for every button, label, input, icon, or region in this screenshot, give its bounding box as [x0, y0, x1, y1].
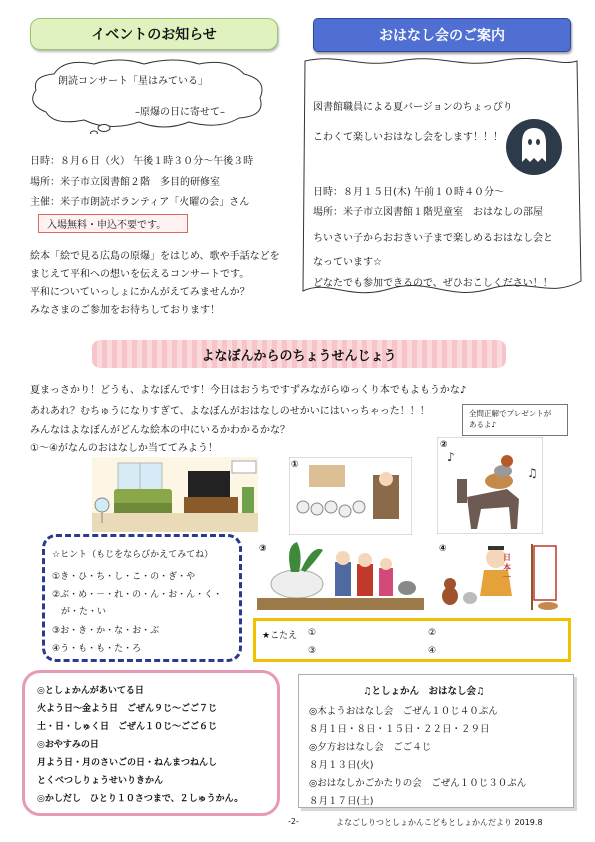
library-ohanashi-line-2: ８月１日・８日・１５日・２２日・２９日: [309, 724, 490, 735]
pic-number-4: ④: [439, 544, 447, 554]
challenge-header-title: よなぼんからのちょうせんじょう: [201, 348, 397, 364]
answer-num-1: ①: [308, 628, 317, 638]
library-ohanashi-line-6: ８月１７日(土): [309, 796, 374, 807]
challenge-intro-1: 夏まっさかり！どうも、よなぼんです！今日はおうちですずみながらゆっくり本でもよもうかな♪: [30, 385, 467, 396]
hint-3: ③お・き・か・な・お・ぶ: [52, 626, 160, 636]
admission-text: 入場無料・申込不要です。: [47, 220, 167, 231]
ohanashi-header-title: おはなし会のご案内: [379, 28, 505, 44]
library-hours-line-3: 土・日・しゅく日 ごぜん１０じ～ごご６じ: [37, 722, 218, 732]
concert-title: 朗読コンサート「星はみている」: [58, 76, 208, 87]
living-room-illustration: [92, 457, 258, 532]
library-hours-line-1: ◎としょかんがあいてる日: [37, 686, 144, 696]
ohanashi-line-6: なっています☆: [313, 257, 382, 268]
present-line-2: あるよ♪: [469, 420, 497, 429]
library-hours-line-4: ◎おやすみの日: [37, 740, 99, 750]
library-ohanashi-box: [298, 674, 574, 808]
hint-2: ②ぶ・め・－・れ・の・ん・お・ん・く・: [52, 590, 223, 600]
library-ohanashi-line-3: ◎夕方おはなし会 ごご４じ: [309, 742, 432, 753]
present-line-1: 全問正解でプレゼントが: [469, 409, 552, 418]
library-hours-line-6: とくべつしりょうせいりきかん: [37, 776, 164, 786]
story-picture-1: [289, 457, 412, 535]
hint-box: [42, 534, 242, 662]
pic-number-2: ②: [440, 440, 448, 450]
challenge-intro-3: みんなはよなぼんがどんな絵本の中にいるかわかるかな？: [30, 425, 290, 436]
concert-subtitle: –原爆の日に寄せて–: [135, 107, 225, 118]
pic-number-3: ③: [259, 544, 267, 554]
challenge-intro-2: あれあれ？むちゅうになりすぎて、よなぼんがおはなしのせかいにはいっちゃった！！！: [30, 406, 430, 417]
ohanashi-line-5: ちいさい子からおおきい子まで楽しめるおはなし会と: [313, 233, 553, 244]
thought-cloud: [24, 56, 270, 134]
answer-num-2: ②: [428, 628, 437, 638]
story-picture-3: [257, 540, 424, 610]
event-date: 日時：８月６日（火） 午後１時３０分～午後３時: [30, 156, 254, 167]
hint-1: ①き・ひ・ち・し・こ・の・ぎ・や: [52, 572, 196, 582]
challenge-intro-4: ①～④がなんのおはなしか当ててみよう！: [30, 443, 218, 454]
ohanashi-place: 場所：米子市立図書館１階児童室 おはなしの部屋: [313, 207, 543, 218]
present-note: [462, 404, 568, 436]
answer-num-4: ④: [428, 646, 437, 656]
story-picture-4: [436, 540, 567, 612]
library-ohanashi-line-4: ８月１３日(火): [309, 760, 374, 771]
challenge-header: [92, 340, 506, 368]
library-hours-line-5: 月よう日・月のさいごの日・ねんまつねんし: [37, 758, 218, 768]
event-desc-4: みなさまのご参加をお待ちしております！: [30, 305, 220, 316]
library-hours-line-7: ◎かしだし ひとり１０さつまで、２しゅうかん。: [37, 794, 244, 804]
event-desc-2: まじえて平和への想いを伝えるコンサートです。: [30, 269, 250, 280]
library-hours-box: [22, 670, 280, 816]
hint-2-cont: が・た・い: [52, 607, 107, 617]
answer-label: ★こたえ: [262, 631, 298, 641]
newsletter-source: よなごしりつとしょかんこどもとしょかんだより 2019.8: [336, 818, 543, 827]
ohanashi-line-1: 図書館職員による夏バージョンのちょっぴり: [313, 102, 513, 113]
event-header: [30, 18, 278, 50]
library-hours-line-2: 火よう日～金よう日 ごぜん９じ～ごご７じ: [37, 704, 218, 714]
hint-title: ☆ヒント（もじをならびかえてみてね）: [52, 550, 214, 560]
event-place: 場所：米子市立図書館２階 多目的研修室: [30, 177, 220, 188]
library-ohanashi-title: ♫としょかん おはなし会♫: [363, 686, 485, 697]
svg-text:♫: ♫: [527, 466, 538, 480]
event-organizer: 主催：米子市朗読ボランティア「火曜の会」さん: [30, 197, 250, 208]
ghost-icon: [505, 118, 563, 176]
page-number: -2-: [288, 817, 299, 826]
story-picture-2: [437, 437, 543, 534]
admission-box: [38, 214, 188, 233]
ohanashi-line-2: こわくて楽しいおはなし会をします！！！: [313, 132, 503, 143]
svg-text:♪: ♪: [447, 450, 455, 464]
event-desc-3: 平和についていっしょにかんがえてみませんか？: [30, 287, 250, 298]
ohanashi-date: 日時：８月１５日(木) 午前１０時４０分～: [313, 187, 504, 198]
library-ohanashi-line-5: ◎おはなしかごかたりの会 ごぜん１０じ３０ぷん: [309, 778, 527, 789]
pic-number-1: ①: [291, 460, 299, 470]
event-header-title: イベントのお知らせ: [91, 27, 217, 43]
nihonichi-banner: 日本一: [503, 553, 511, 582]
ohanashi-line-7: どなたでも参加できるので、ぜひおこしください！！: [313, 278, 553, 289]
event-desc-1: 絵本「絵で見る広島の原爆」をはじめ、歌や手話などを: [30, 251, 280, 262]
hint-4: ④う・も・も・た・ろ: [52, 644, 142, 654]
library-ohanashi-line-1: ◎木ようおはなし会 ごぜん１０じ４０ぷん: [309, 706, 498, 717]
answer-num-3: ③: [308, 646, 317, 656]
answer-box: [253, 618, 571, 662]
ohanashi-header: [313, 18, 571, 52]
